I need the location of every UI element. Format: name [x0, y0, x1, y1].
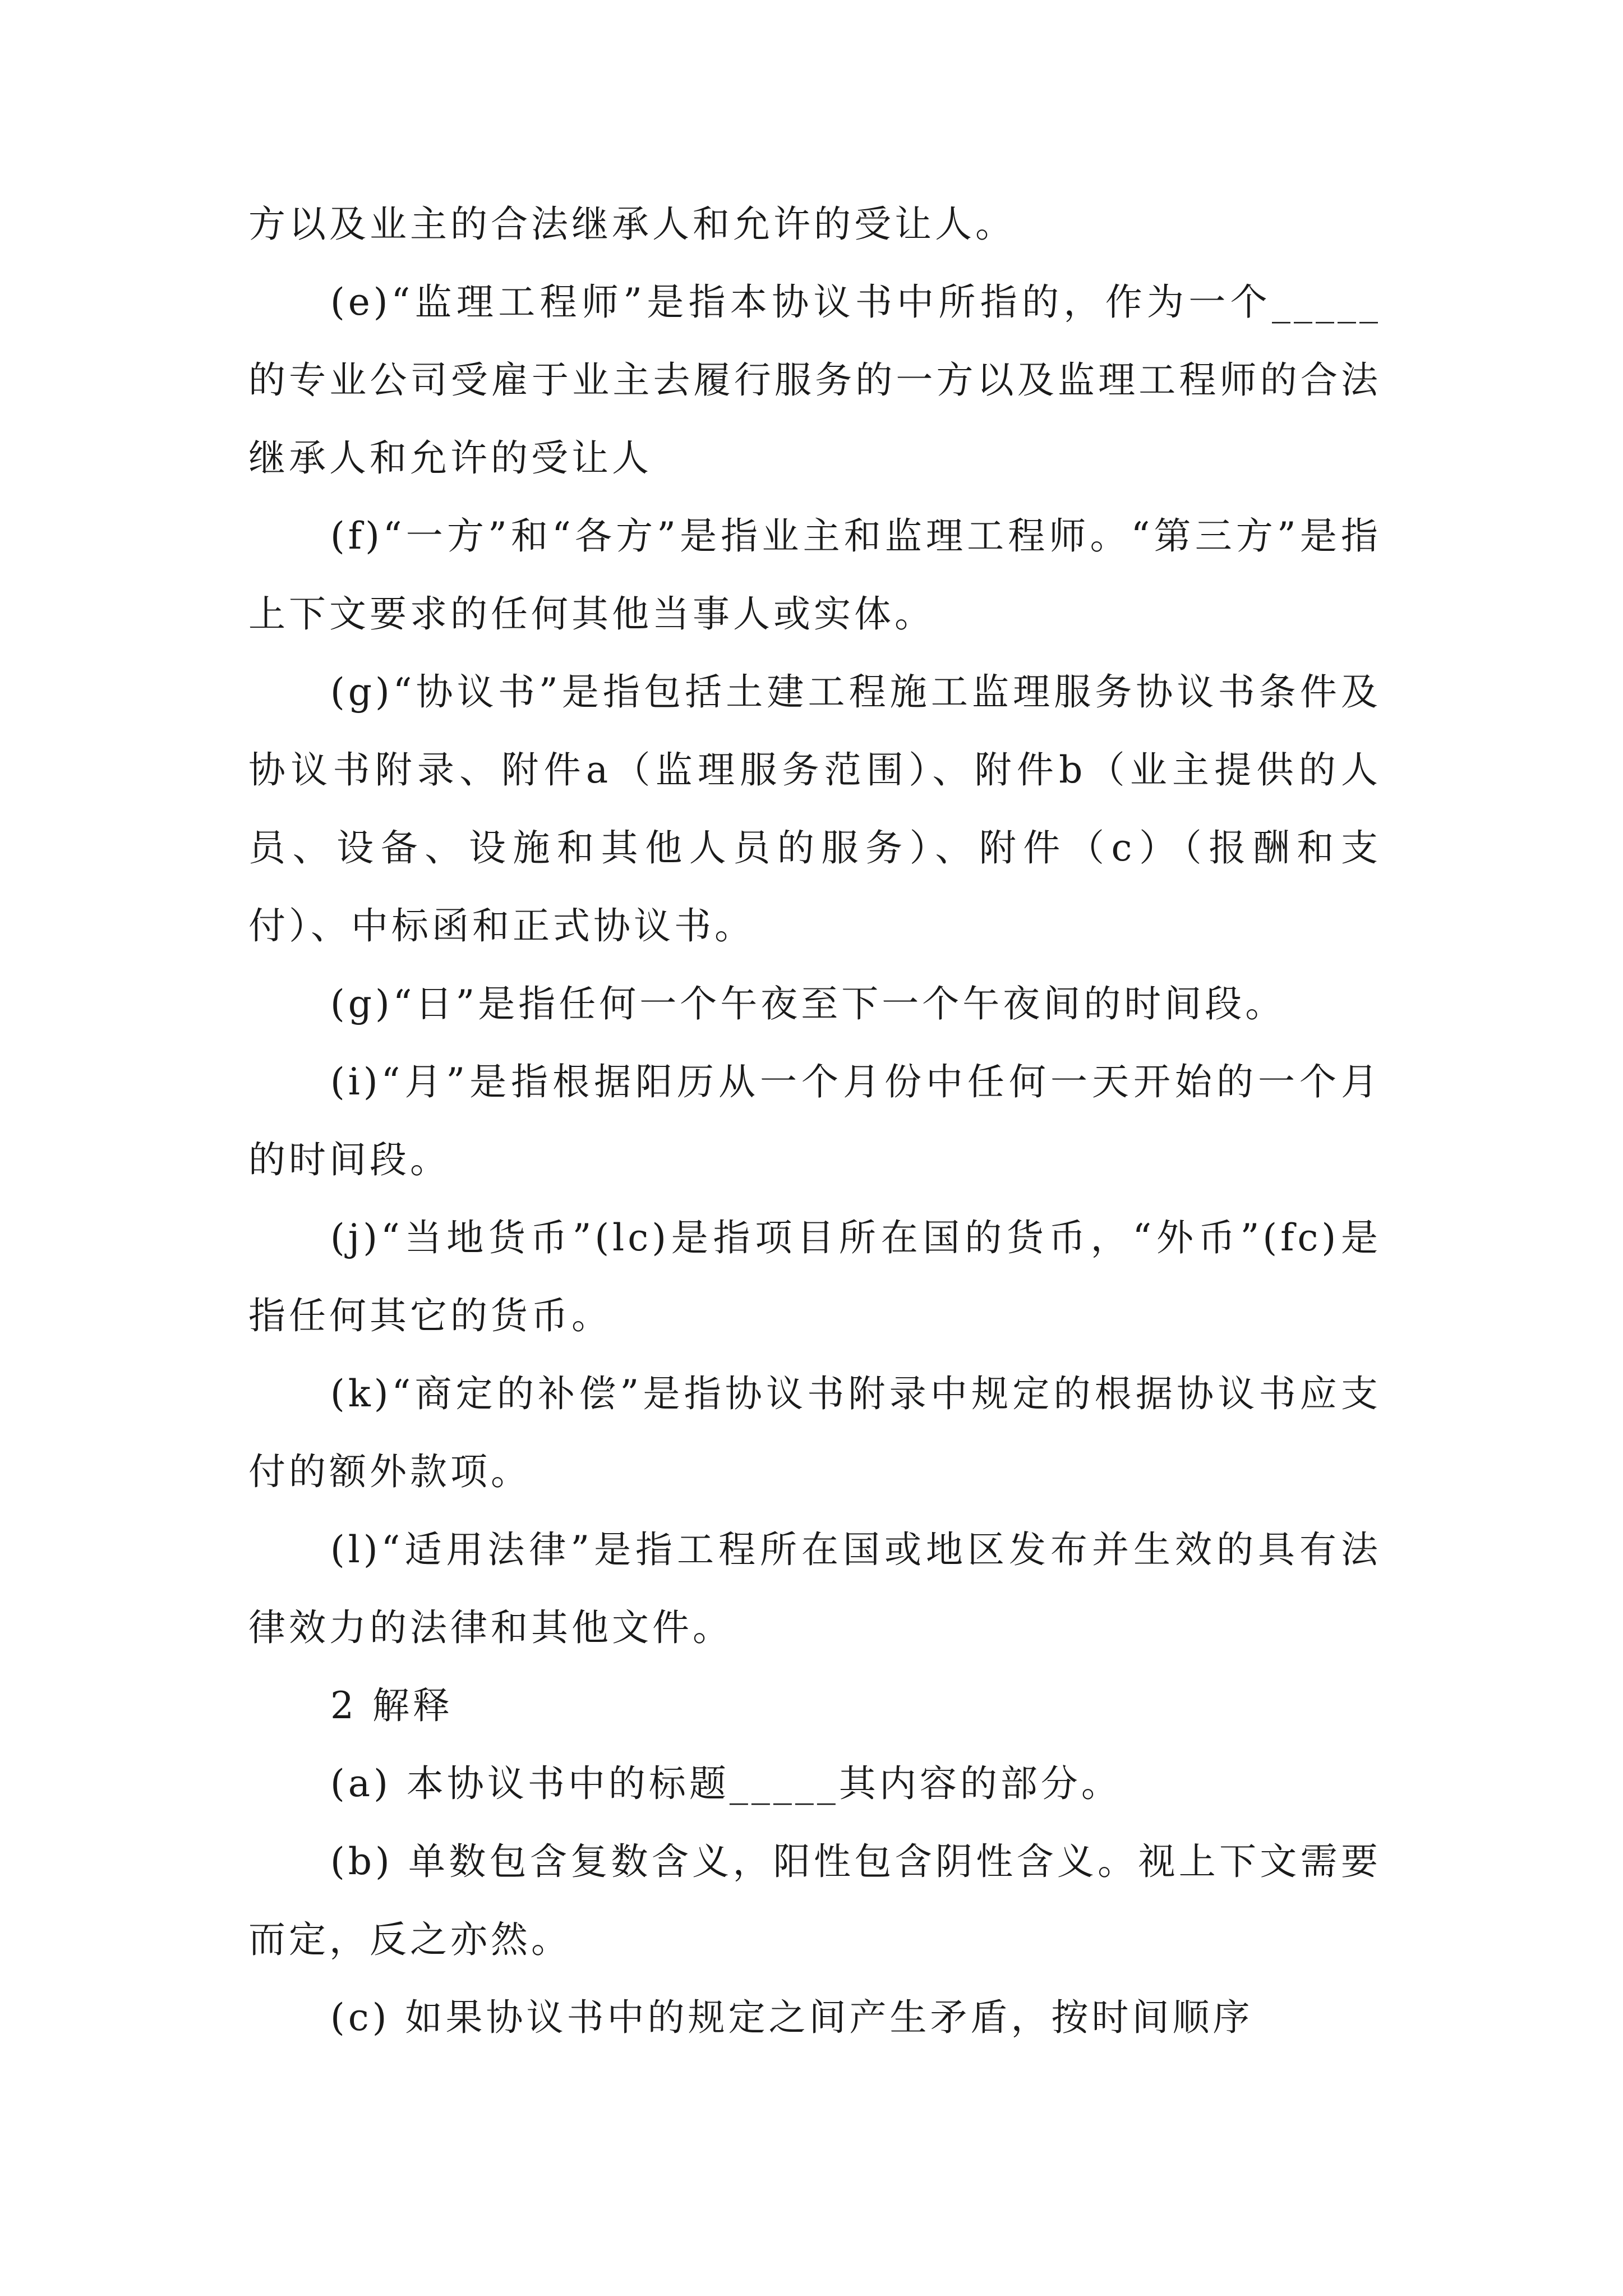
paragraph-definition-k: (k)“商定的补偿”是指协议书附录中规定的根据协议书应支付的额外款项。: [248, 1372, 1381, 1493]
paragraph-definition-i: (i)“月”是指根据阳历从一个月份中任何一天开始的一个月的时间段。: [248, 1060, 1381, 1181]
paragraph-definition-j: (j)“当地货币”(lc)是指项目所在国的货币，“外币”(fc)是指任何其它的货币。: [248, 1216, 1381, 1337]
paragraph-interpretation-a: (a) 本协议书中的标题_____其内容的部分。: [330, 1762, 1122, 1805]
paragraph-interpretation-b: (b) 单数包含复数含义，阳性包含阴性含义。视上下文需要而定，反之亦然。: [248, 1840, 1381, 1961]
paragraph-interpretation-c: (c) 如果协议书中的规定之间产生矛盾，按时间顺序: [330, 1996, 1253, 2039]
paragraph-continuation: 方以及业主的合法继承人和允许的受让人。: [248, 203, 1016, 246]
document-body: [248, 185, 1381, 2056]
paragraph-definition-e: (e)“监理工程师”是指本协议书中所指的，作为一个_____的专业公司受雇于业主去履行服务的一方以及监理工程师的合法继承人和允许的受让人: [248, 280, 1381, 480]
paragraph-definition-l: (l)“适用法律”是指工程所在国或地区发布并生效的具有法律效力的法律和其他文件。: [248, 1528, 1381, 1649]
section-heading-interpretation: 2 解释: [330, 1684, 453, 1727]
paragraph-definition-g-agreement: (g)“协议书”是指包括土建工程施工监理服务协议书条件及协议书附录、附件a（监理服务范围）、附件b（业主提供的人员、设备、设施和其他人员的服务）、附件（c）（报酬和支付）、中标函和正式协议书。: [248, 670, 1381, 947]
paragraph-definition-g-day: (g)“日”是指任何一个午夜至下一个午夜间的时间段。: [330, 982, 1286, 1025]
paragraph-definition-f: (f)“一方”和“各方”是指业主和监理工程师。“第三方”是指上下文要求的任何其他当事人或实体。: [248, 514, 1381, 636]
